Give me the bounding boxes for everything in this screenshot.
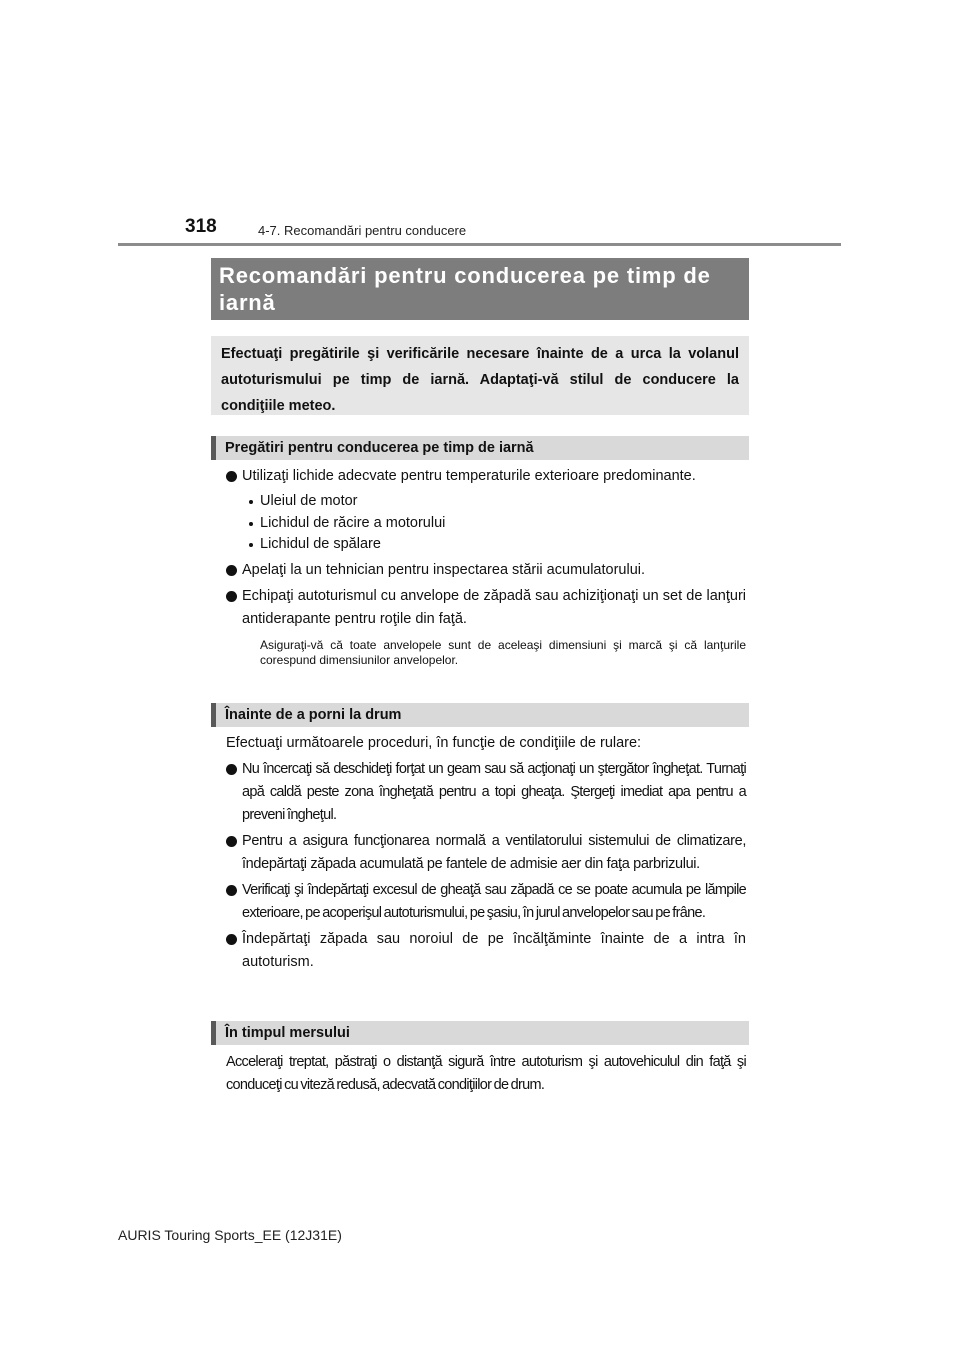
section-before-driving <box>226 732 746 977</box>
section-heading-while-driving: În timpul mersului <box>211 1021 749 1045</box>
bullet-icon <box>226 764 237 775</box>
bullet-text: Utilizaţi lichide adecvate pentru temperaturile exterioare predominante. <box>242 468 696 484</box>
bullet-text: Apelaţi la un tehnician pentru inspectarea stării acumulatorului. <box>242 561 646 578</box>
list-item <box>226 465 746 488</box>
section-intro: Efectuaţi următoarele proceduri, în funcţie de condiţiile de rulare: <box>226 735 642 751</box>
list-item <box>226 758 746 827</box>
list-item <box>226 879 746 925</box>
section-path: 4-7. Recomandări pentru conducere <box>258 223 467 238</box>
bullet-text: Verificaţi şi îndepărtaţi excesul de gheaţă sau zăpadă ce se poate acumula pe lămpile exterioare, pe acoperişul autoturismului, pe şasiu, în jurul anvelopelor sau pe frâne. <box>242 882 746 921</box>
list-item <box>226 559 746 582</box>
section-while-driving <box>226 1051 746 1100</box>
bullet-icon <box>226 471 237 482</box>
header-rule <box>118 243 841 246</box>
page-number: 318 <box>185 216 217 237</box>
bullet-icon <box>226 591 237 602</box>
list-item <box>226 830 746 876</box>
bullet-text: Echipaţi autoturismul cu anvelope de zăpadă sau achiziţionaţi un set de lanţuri antiderapante pentru roţile din faţă. <box>242 587 746 627</box>
bullet-text: Nu încercaţi să deschideţi forţat un geam sau să acţionaţi un ştergător îngheţat. Turnaţi apă caldă peste zona îngheţată pentru a topi gheaţa. Ştergeţi imediat apa pentru a preveni îngheţul. <box>242 761 746 823</box>
page-title: Recomandări pentru conducerea pe timp de iarnă <box>211 258 749 320</box>
section-heading-winter-prep: Pregătiri pentru conducerea pe timp de iarnă <box>211 436 749 460</box>
bullet-icon <box>226 934 237 945</box>
bullet-icon <box>226 885 237 896</box>
sub-list-item: Lichidul de răcire a motorului <box>226 513 746 535</box>
intro-box: Efectuaţi pregătirile şi verificările necesare înainte de a urca la volanul autoturismului pe timp de iarnă. Adaptaţi-vă stilul de conducere la condiţiile meteo. <box>211 336 749 415</box>
section-heading-before-driving: Înainte de a porni la drum <box>211 703 749 727</box>
section-winter-prep <box>226 465 746 668</box>
sub-list-item: Lichidul de spălare <box>226 534 746 556</box>
bullet-text: Pentru a asigura funcţionarea normală a ventilatorului sistemului de climatizare, îndepărtaţi zăpada acumulată pe fantele de admisie aer din faţa parbrizului. <box>242 833 746 872</box>
bullet-icon <box>226 836 237 847</box>
bullet-text: Îndepărtaţi zăpada sau noroiul de pe încălţăminte înainte de a intra în autoturism. <box>242 931 746 970</box>
note-text: Asiguraţi-vă că toate anvelopele sunt de aceleaşi dimensiuni şi marcă şi că lanţurile corespund dimensiunilor anvelopelor. <box>260 637 746 667</box>
list-item <box>226 928 746 974</box>
list-item <box>226 585 746 631</box>
section-body: Acceleraţi treptat, păstraţi o distanţă sigură între autoturism şi autovehiculul din faţă şi conduceţi cu viteză redusă, adecvată condiţiilor de drum. <box>226 1054 746 1093</box>
footer-model: AURIS Touring Sports_EE (12J31E) <box>118 1227 342 1243</box>
sub-list-item: Uleiul de motor <box>226 491 746 513</box>
bullet-icon <box>226 565 237 576</box>
